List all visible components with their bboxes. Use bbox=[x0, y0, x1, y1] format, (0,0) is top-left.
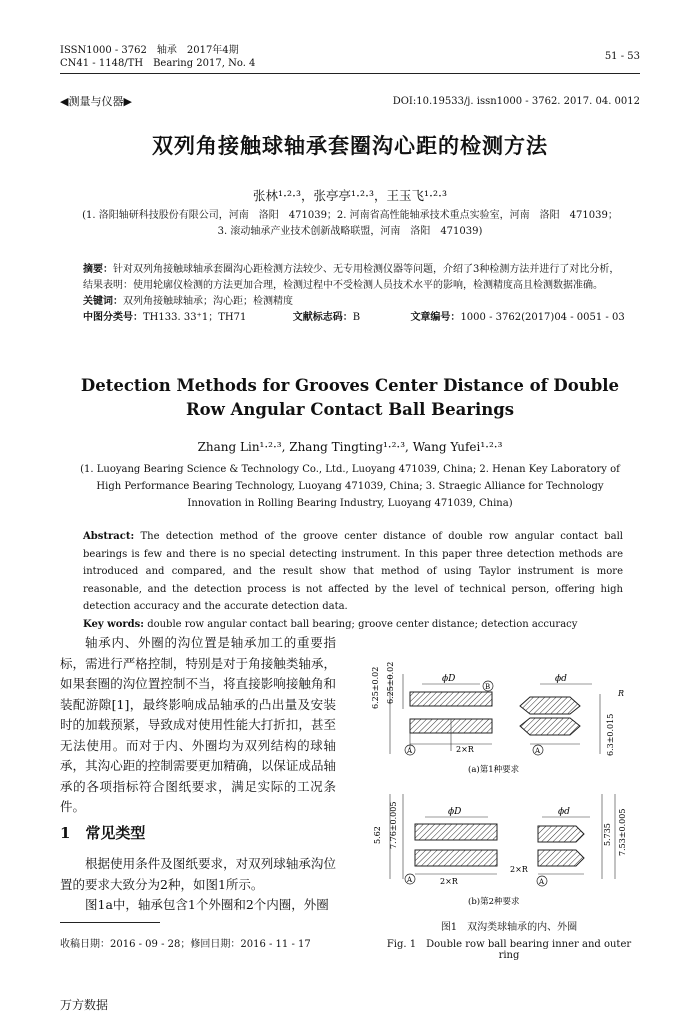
figure-a-phid: ϕd bbox=[555, 674, 567, 684]
section-heading: 1 常见类型 bbox=[60, 824, 146, 842]
journal-cn: CN41 - 1148/TH Bearing 2017, No. 4 bbox=[60, 58, 256, 69]
body-paragraph-2: 图1a中，轴承包含1个外圈和2个内圈，外圈 bbox=[85, 897, 329, 912]
keywords-en-label: Key words: bbox=[83, 618, 144, 630]
affiliations-en: (1. Luoyang Bearing Science & Technology Co., Ltd., Luoyang 471039, China; 2. Henan Key Laboratory of High Performance Bearing Technology, Luoyang 471039, China; 3. Straegic Alliance for Technology Innovation in Rolling Bearing Industry, Luoyang 471039, China) bbox=[80, 464, 620, 509]
abstract-en-label: Abstract: bbox=[83, 531, 135, 542]
figure-b-dim-3: 5.735 bbox=[603, 823, 612, 846]
clc-value: TH133. 33⁺1；TH71 bbox=[143, 312, 247, 323]
figure-b-dim-1: 5.62 bbox=[373, 826, 382, 844]
figure-a-B: B bbox=[485, 683, 491, 691]
abstract-cn bbox=[83, 262, 623, 326]
keywords-en-text: double row angular contact ball bearing; groove center distance; detection accuracy bbox=[147, 618, 578, 630]
figure-a-outer-ring bbox=[390, 674, 492, 754]
intro-paragraph: 轴承内、外圈的沟位置是轴承加工的重要指标，需进行严格控制，特别是对于角接触类轴承，如果套圈的沟位置控制不当，将直接影响接触角和装配游隙[1]，最终影响成品轴承的凸出量及安装时的加载预紧，导致成对使用性能大打折扣，甚至无法使用。而对于内、外圈均为双列结构的球轴承，其沟心距的控制需要更加精确，以保证成品轴承的各项指标符合图纸要求，满足实际的工况条件。 bbox=[60, 635, 336, 814]
abstract-cn-label: 摘要： bbox=[83, 264, 113, 275]
figure-a-R: R bbox=[618, 689, 625, 698]
figure-b-A1: A bbox=[407, 876, 413, 884]
figure-b-A2: A bbox=[539, 878, 545, 886]
clc-label: 中图分类号： bbox=[83, 312, 143, 323]
abstract-en-text: The detection method of the groove center distance of double row angular contact ball bearings is few and there is no special detecting instrument. In this paper three detection methods are introduced and compared, and the result show that method of using Taylor instrument is more reasonable, and the detection process is not affected by the level of technical person, offering high detection accuracy and the accurate detection data. bbox=[83, 531, 623, 612]
figure-a-dim-1: 6.25±0.02 bbox=[371, 666, 380, 709]
page-title-en: Detection Methods for Grooves Center Distance of Double Row Angular Contact Ball Bearings bbox=[80, 376, 620, 419]
figure-b-2R-1: 2×R bbox=[440, 877, 458, 886]
header-rule bbox=[60, 73, 640, 74]
keywords-cn-label: 关键词： bbox=[83, 296, 123, 307]
doi: DOI:10.19533/j. issn1000 - 3762. 2017. 04. 0012 bbox=[392, 96, 640, 107]
figure-sub-b: (b)第2种要求 bbox=[468, 897, 520, 907]
affiliations-cn: (1. 洛阳轴研科技股份有限公司，河南 洛阳 471039；2. 河南省高性能轴承技术重点实验室，河南 洛阳 471039；3. 滚动轴承产业技术创新战略联盟，河南 洛阳 471039) bbox=[82, 210, 618, 237]
figure-sub-a: (a)第1种要求 bbox=[468, 765, 520, 775]
figure-caption-en: Fig. 1 Double row ball bearing inner and outer ring bbox=[386, 939, 632, 961]
received-date: 收稿日期：2016 - 09 - 28；修回日期：2016 - 11 - 17 bbox=[60, 939, 311, 950]
figure-a-dim-2: 6.25±0.02 bbox=[386, 661, 395, 704]
doc-code-label: 文献标志码： bbox=[292, 312, 353, 323]
figure-b-phiD: ϕD bbox=[448, 807, 462, 817]
figure-b-phid: ϕd bbox=[558, 807, 570, 817]
authors-en: Zhang Lin¹·²·³, Zhang Tingting¹·²·³, Wang Yufei¹·²·³ bbox=[197, 440, 503, 454]
page-range: 51 - 53 bbox=[604, 51, 640, 62]
keywords-cn-text: 双列角接触球轴承；沟心距；检测精度 bbox=[123, 296, 293, 307]
figure-b-dim-2: 7.76±0.005 bbox=[389, 801, 398, 849]
abstract-cn-text: 针对双列角接触球轴承套圈沟心距检测方法较少、无专用检测仪器等问题，介绍了3种检测方法并进行了对比分析，结果表明：使用轮廓仪检测的方法更加合理，检测过程中不受检测人员技术水平的影响，检测精度高且检测数据准确。 bbox=[83, 264, 620, 291]
figure-caption-cn: 图1 双沟类球轴承的内、外圈 bbox=[440, 922, 578, 933]
journal-issn: ISSN1000 - 3762 轴承 2017年4期 bbox=[60, 45, 239, 56]
watermark-text: 万方数据 bbox=[60, 998, 109, 1012]
page-title-cn: 双列角接触球轴承套圈沟心距的检测方法 bbox=[152, 133, 548, 158]
footnote-rule bbox=[60, 922, 160, 923]
authors-cn: 张林¹·²·³，张亭亭¹·²·³，王玉飞¹·²·³ bbox=[253, 188, 447, 203]
section-tag: ◀测量与仪器▶ bbox=[60, 95, 132, 108]
figure-a-A2: A bbox=[535, 747, 541, 755]
figure-b-dim-4: 7.53±0.005 bbox=[618, 808, 627, 856]
figure-1-drawing bbox=[370, 634, 645, 912]
abstract-en bbox=[83, 528, 623, 633]
figure-b-2R-2: 2×R bbox=[510, 865, 528, 874]
article-no-label: 文章编号： bbox=[410, 312, 461, 323]
figure-a-dim-3: 6.3±0.015 bbox=[606, 713, 615, 756]
figure-a-inner-ring bbox=[520, 684, 600, 754]
doc-code-value: B bbox=[352, 312, 361, 323]
article-no-value: 1000 - 3762(2017)04 - 0051 - 03 bbox=[460, 312, 625, 323]
figure-a-A1: A bbox=[407, 747, 413, 755]
body-paragraph-1: 根据使用条件及图纸要求，对双列球轴承沟位置的要求大致分为2种，如图1所示。 bbox=[60, 856, 336, 892]
figure-b-outer-ring bbox=[390, 794, 497, 879]
figure-a-2R: 2×R bbox=[456, 745, 474, 754]
figure-a-phiD: ϕD bbox=[442, 674, 456, 684]
